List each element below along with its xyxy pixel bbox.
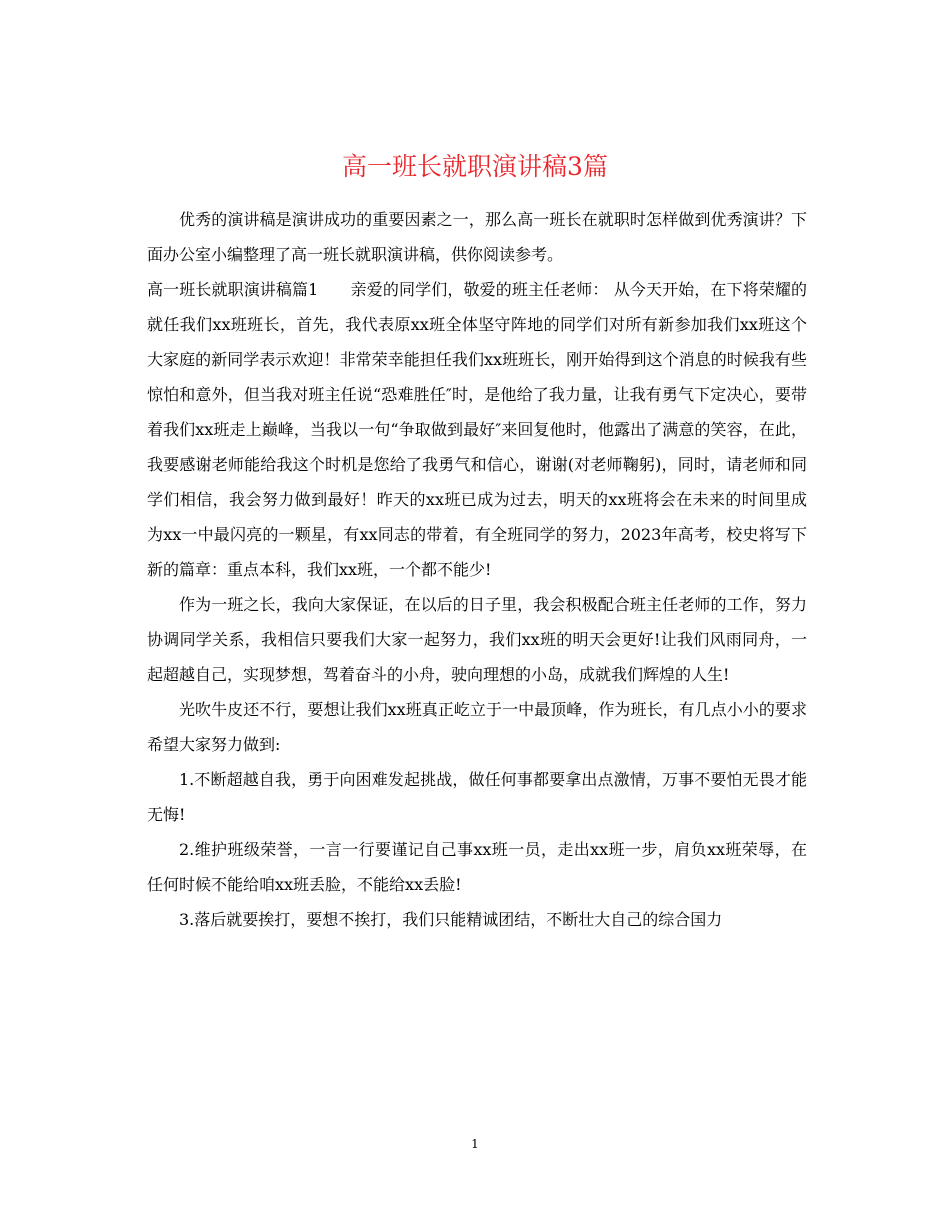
paragraph-speech-1: 高一班长就职演讲稿篇1 亲爱的同学们，敬爱的班主任老师： 从今天开始，在下将荣耀的就任我们xx班班长，首先，我代表原xx班全体坚守阵地的同学们对所有新参加我们xx班这个大家庭的新同学表示欢迎！非常荣幸能担任我们xx班班长，刚开始得到这个消息的时候我有些惊怕和意外，但当我对班主任说“恐难胜任″时，是他给了我力量，让我有勇气下定决心，要带着我们xx班走上巅峰，当我以一句“争取做到最好″来回复他时，他露出了满意的笑容，在此，我要感谢老师能给我这个时机是您给了我勇气和信心，谢谢(对老师鞠躬)，同时，请老师和同学们相信，我会努力做到最好！昨天的xx班已成为过去，明天的xx班将会在未来的时间里成为xx一中最闪亮的一颗星，有xx同志的带着，有全班同学的努力，2023年高考，校史将写下新的篇章：重点本科，我们xx班，一个都不能少! (147, 280, 807, 579)
document-body (147, 202, 807, 937)
paragraph-intro: 优秀的演讲稿是演讲成功的重要因素之一，那么高一班长在就职时怎样做到优秀演讲？下面办公室小编整理了高一班长就职演讲稿，供你阅读参考。 (147, 210, 807, 264)
paragraph-requirements-intro: 光吹牛皮还不行，要想让我们xx班真正屹立于一中最顶峰，作为班长，有几点小小的要求希望大家努力做到: (147, 700, 807, 754)
page-number: 1 (471, 1137, 479, 1151)
paragraph-promise: 作为一班之长，我向大家保证，在以后的日子里，我会积极配合班主任老师的工作，努力协调同学关系，我相信只要我们大家一起努力，我们xx班的明天会更好!让我们风雨同舟，一起超越自己，实现梦想，驾着奋斗的小舟，驶向理想的小岛，成就我们辉煌的人生! (147, 595, 807, 684)
paragraph-requirement-3: 3.落后就要挨打，要想不挨打，我们只能精诚团结，不断壮大自己的综合国力 (179, 910, 723, 929)
document-title: 高一班长就职演讲稿3篇 (342, 151, 608, 181)
paragraph-requirement-2: 2.维护班级荣誉，一言一行要谨记自己事xx班一员，走出xx班一步，肩负xx班荣辱，在任何时候不能给咱xx班丢脸，不能给xx丢脸! (147, 840, 807, 894)
paragraph-requirement-1: 1.不断超越自我，勇于向困难发起挑战，做任何事都要拿出点激情，万事不要怕无畏才能无悔! (147, 770, 807, 824)
